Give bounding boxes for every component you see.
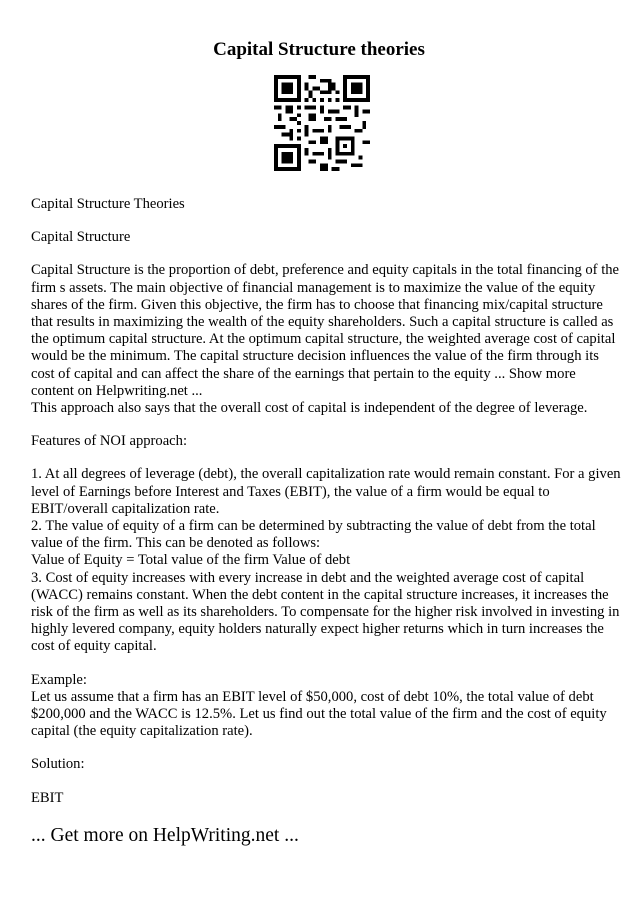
feature-point-2: 2. The value of equity of a firm can be determined by subtracting the value of debt from the total value of the firm. This can be denoted as follows:: [31, 518, 596, 552]
ebit-label: EBIT: [31, 789, 64, 806]
solution-heading: Solution:: [31, 756, 85, 773]
feature-point-3: 3. Cost of equity increases with every increase in debt and the weighted average cost of capital (WACC) remains constant. When the debt content in the capital structure increases, it increases the risk of the firm as well as its shareholders. To compensate for the higher risk involved in investing in highly levered company, equity holders naturally expect higher returns which in turn increases the cost of equity capital.: [31, 569, 620, 655]
equity-formula: Value of Equity = Total value of the firm Value of debt: [31, 552, 351, 569]
heading-capital-structure: Capital Structure: [31, 229, 131, 246]
qr-code-icon: [274, 75, 370, 171]
example-heading: Example:: [31, 671, 87, 688]
feature-point-1: 1. At all degrees of leverage (debt), the overall capitalization rate would remain constant. For a given level of Earnings before Interest and Taxes (EBIT), the value of a firm would be equal to EBIT/overall capitalization rate.: [31, 466, 621, 517]
intro-paragraph: Capital Structure is the proportion of debt, preference and equity capitals in the total financing of the firm s assets. The main objective of financial management is to maximize the value of the equity shares of the firm. Given this objective, the firm has to choose that financing mix/capital structure that results in maximizing the wealth of the equity shareholders. Such a capital structure is called as the optimum capital structure. At the optimum capital structure, the weighted average cost of capital would be the minimum. The capital structure decision influences the value of the firm through its cost of capital and can affect the share of the earnings that pertain to the equity ... Show more content on Helpwriting.net ...: [31, 262, 620, 399]
example-paragraph: Let us assume that a firm has an EBIT level of $50,000, cost of debt 10%, the total value of debt $200,000 and the WACC is 12.5%. Let us find out the total value of the firm and the cost of equity capital (the equity capitalization rate).: [31, 688, 607, 740]
approach-paragraph: This approach also says that the overall cost of capital is independent of the degree of leverage.: [31, 400, 588, 417]
get-more-link[interactable]: ... Get more on HelpWriting.net ...: [31, 825, 299, 846]
document-title: Capital Structure theories: [213, 39, 425, 60]
heading-capital-structure-theories: Capital Structure Theories: [31, 196, 185, 212]
features-heading: Features of NOI approach:: [31, 433, 188, 450]
document-body: [31, 196, 621, 823]
